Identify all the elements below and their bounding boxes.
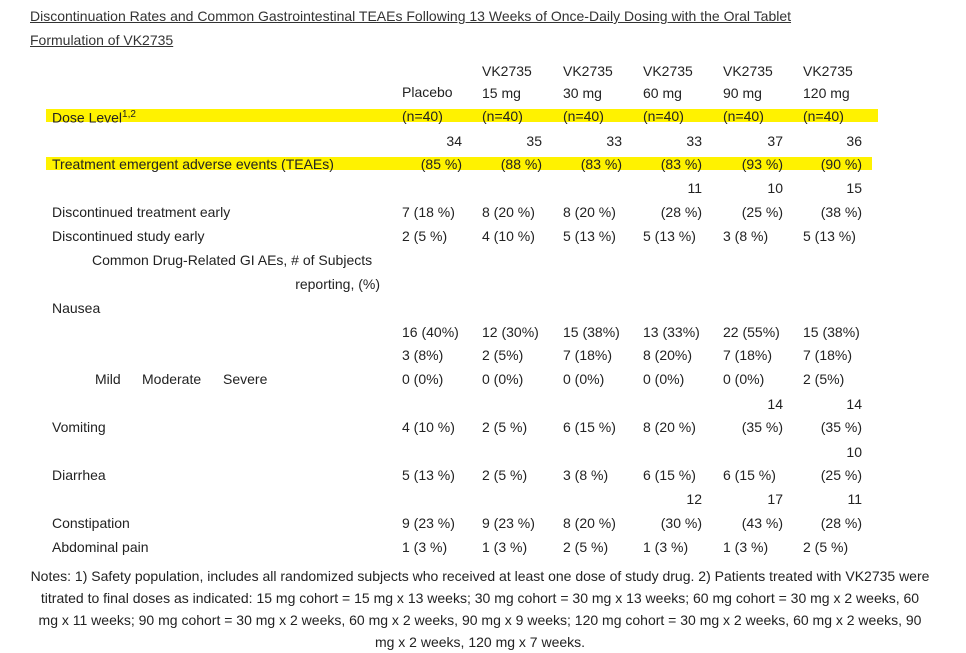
- constipation-placebo: 9 (23 %): [402, 515, 455, 531]
- col-header-drug-1: VK2735: [482, 63, 532, 79]
- nausea-mild-60mg: 13 (33%): [643, 324, 700, 340]
- nausea-severe-30mg: 0 (0%): [563, 371, 605, 387]
- nausea-moderate-60mg: 8 (20%): [643, 347, 693, 363]
- disc-study-60mg: 5 (13 %): [643, 228, 696, 244]
- nausea-severe-60mg: 0 (0%): [643, 371, 685, 387]
- disc-treatment-90mg: (25 %): [741, 204, 783, 220]
- n-15mg: (n=40): [482, 108, 523, 124]
- disc-treatment-60mg: (28 %): [660, 204, 702, 220]
- teae-pct-60mg: (83 %): [660, 156, 702, 172]
- disc-treatment-count-90mg: 10: [767, 180, 783, 196]
- teae-count-15mg: 35: [526, 133, 542, 149]
- diarrhea-90mg: 6 (15 %): [723, 467, 776, 483]
- constipation-90mg: (43 %): [741, 515, 783, 531]
- table-title: Discontinuation Rates and Common Gastrointestinal TEAEs Following 13 Weeks of Once-Daily Dosing with the Oral Tablet Formulation of VK2735: [30, 8, 792, 48]
- severity-severe-label: Severe: [223, 371, 268, 387]
- disc-treatment-30mg: 8 (20 %): [563, 204, 616, 220]
- diarrhea-count-120mg: 10: [846, 444, 862, 460]
- nausea-moderate-placebo: 3 (8%): [402, 347, 444, 363]
- col-header-drug-3: VK2735: [643, 63, 693, 79]
- col-header-drug-5: VK2735: [803, 63, 853, 79]
- disc-treatment-count-120mg: 15: [846, 180, 862, 196]
- nausea-moderate-90mg: 7 (18%): [723, 347, 773, 363]
- nausea-label: Nausea: [52, 300, 101, 316]
- abdominal-15mg: 1 (3 %): [482, 539, 528, 555]
- col-header-drug-2: VK2735: [563, 63, 613, 79]
- col-header-dose-1: 15 mg: [482, 85, 521, 101]
- vomiting-30mg: 6 (15 %): [563, 419, 616, 435]
- disc-treatment-15mg: 8 (20 %): [482, 204, 535, 220]
- teae-count-60mg: 33: [686, 133, 702, 149]
- nausea-mild-30mg: 15 (38%): [563, 324, 620, 340]
- severity-moderate-label: Moderate: [142, 371, 202, 387]
- abdominal-120mg: 2 (5 %): [803, 539, 849, 555]
- abdominal-90mg: 1 (3 %): [723, 539, 769, 555]
- teae-count-placebo: 34: [446, 133, 462, 149]
- vomiting-120mg: (35 %): [820, 419, 862, 435]
- n-120mg: (n=40): [803, 108, 844, 124]
- disc-treatment-label: Discontinued treatment early: [52, 204, 231, 220]
- dose-level-text: Dose Level: [52, 109, 123, 126]
- nausea-mild-placebo: 16 (40%): [402, 324, 459, 340]
- disc-study-90mg: 3 (8 %): [723, 228, 769, 244]
- diarrhea-label: Diarrhea: [52, 467, 106, 483]
- col-header-placebo: Placebo: [402, 84, 453, 100]
- disc-study-label: Discontinued study early: [52, 228, 205, 244]
- disc-treatment-placebo: 7 (18 %): [402, 204, 455, 220]
- disc-study-placebo: 2 (5 %): [402, 228, 448, 244]
- teae-count-30mg: 33: [606, 133, 622, 149]
- col-header-dose-3: 60 mg: [643, 85, 682, 101]
- vomiting-placebo: 4 (10 %): [402, 419, 455, 435]
- n-90mg: (n=40): [723, 108, 764, 124]
- dose-level-superscript: 1,2: [122, 109, 136, 120]
- constipation-count-60mg: 12: [686, 491, 702, 507]
- nausea-severe-90mg: 0 (0%): [723, 371, 765, 387]
- constipation-30mg: 8 (20 %): [563, 515, 616, 531]
- diarrhea-60mg: 6 (15 %): [643, 467, 696, 483]
- teae-pct-90mg: (93 %): [741, 156, 783, 172]
- teae-count-120mg: 36: [846, 133, 862, 149]
- abdominal-30mg: 2 (5 %): [563, 539, 609, 555]
- table-notes: Notes: 1) Safety population, includes all randomized subjects who received at least one dose of study drug. 2) Patients treated with VK2735 were titrated to final doses as indicated: 15 mg cohort = 15 mg x 13 weeks; 30 mg cohort = 30 mg x 13 weeks; 60 mg cohort = 30 mg x 2 weeks, 60 mg x 11 weeks; 90 mg cohort = 30 mg x 2 weeks, 60 mg x 2 weeks, 90 mg x 9 weeks; 120 mg cohort = 30 mg x 2 weeks, 60 mg x 2 weeks, 90 mg x 2 weeks, 120 mg x 7 weeks.: [30, 568, 930, 650]
- nausea-mild-15mg: 12 (30%): [482, 324, 539, 340]
- vomiting-label: Vomiting: [52, 419, 106, 435]
- teae-pct-placebo: (85 %): [420, 156, 462, 172]
- constipation-60mg: (30 %): [660, 515, 702, 531]
- col-header-drug-4: VK2735: [723, 63, 773, 79]
- col-header-dose-2: 30 mg: [563, 85, 602, 101]
- vomiting-15mg: 2 (5 %): [482, 419, 528, 435]
- diarrhea-15mg: 2 (5 %): [482, 467, 528, 483]
- nausea-severe-15mg: 0 (0%): [482, 371, 524, 387]
- nausea-mild-120mg: 15 (38%): [803, 324, 860, 340]
- disc-treatment-120mg: (38 %): [820, 204, 862, 220]
- vomiting-count-90mg: 14: [767, 396, 783, 412]
- col-header-dose-4: 90 mg: [723, 85, 762, 101]
- severity-mild-label: Mild: [95, 371, 121, 387]
- nausea-moderate-15mg: 2 (5%): [482, 347, 524, 363]
- abdominal-60mg: 1 (3 %): [643, 539, 689, 555]
- n-60mg: (n=40): [643, 108, 684, 124]
- nausea-moderate-120mg: 7 (18%): [803, 347, 853, 363]
- nausea-severe-120mg: 2 (5%): [803, 371, 845, 387]
- nausea-moderate-30mg: 7 (18%): [563, 347, 613, 363]
- teae-label: Treatment emergent adverse events (TEAEs): [52, 156, 334, 172]
- vomiting-60mg: 8 (20 %): [643, 419, 696, 435]
- n-placebo: (n=40): [402, 108, 443, 124]
- disc-treatment-count-60mg: 11: [687, 180, 702, 196]
- disc-study-120mg: 5 (13 %): [803, 228, 856, 244]
- disc-study-30mg: 5 (13 %): [563, 228, 616, 244]
- teae-pct-120mg: (90 %): [820, 156, 862, 172]
- dose-level-label: [52, 106, 136, 127]
- diarrhea-30mg: 3 (8 %): [563, 467, 609, 483]
- gi-header-line2: reporting, (%): [295, 276, 380, 292]
- teae-pct-15mg: (88 %): [500, 156, 542, 172]
- teae-pct-30mg: (83 %): [580, 156, 622, 172]
- n-30mg: (n=40): [563, 108, 604, 124]
- abdominal-label: Abdominal pain: [52, 539, 149, 555]
- diarrhea-placebo: 5 (13 %): [402, 467, 455, 483]
- constipation-count-120mg: 11: [847, 491, 862, 507]
- nausea-severe-placebo: 0 (0%): [402, 371, 444, 387]
- vomiting-90mg: (35 %): [741, 419, 783, 435]
- diarrhea-120mg: (25 %): [820, 467, 862, 483]
- constipation-label: Constipation: [52, 515, 130, 531]
- disc-study-15mg: 4 (10 %): [482, 228, 535, 244]
- gi-header-line1: Common Drug-Related GI AEs, # of Subjects: [92, 252, 373, 268]
- constipation-120mg: (28 %): [820, 515, 862, 531]
- teae-count-90mg: 37: [767, 133, 783, 149]
- col-header-dose-5: 120 mg: [803, 85, 850, 101]
- constipation-15mg: 9 (23 %): [482, 515, 535, 531]
- abdominal-placebo: 1 (3 %): [402, 539, 448, 555]
- vomiting-count-120mg: 14: [846, 396, 862, 412]
- nausea-mild-90mg: 22 (55%): [723, 324, 780, 340]
- constipation-count-90mg: 17: [767, 491, 783, 507]
